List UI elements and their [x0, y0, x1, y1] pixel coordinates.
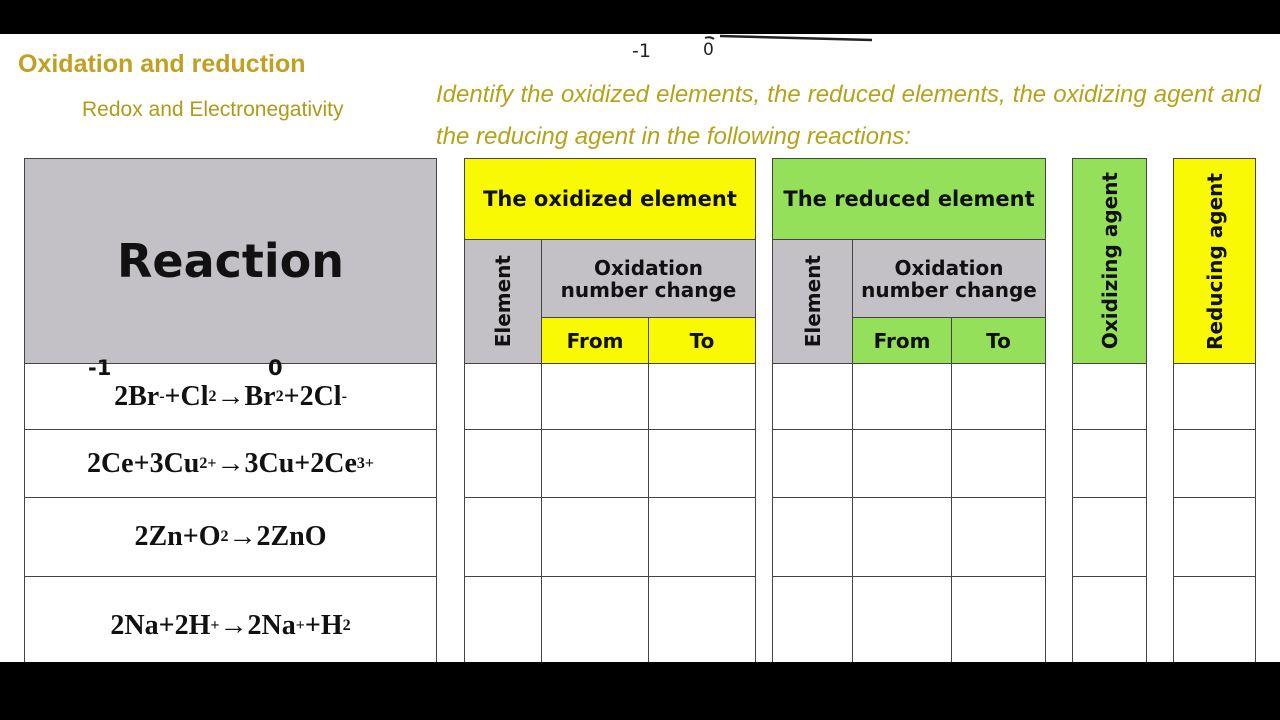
answer-cell[interactable] — [464, 576, 542, 662]
charge: + — [210, 617, 220, 634]
reaction-arrow: → — [216, 380, 245, 412]
oxidation-number-label-cl: 0 — [268, 356, 283, 380]
answer-cell[interactable] — [852, 576, 952, 662]
oxidized-ox-change-header: Oxidation number change — [541, 239, 756, 318]
answer-cell[interactable] — [852, 497, 952, 577]
reduced-element-col-header — [772, 239, 853, 364]
charge: 3+ — [356, 454, 375, 472]
answer-cell[interactable] — [648, 497, 756, 577]
answer-cell[interactable] — [1072, 576, 1147, 662]
pencil-scribble — [610, 34, 890, 54]
reduced-from-header: From — [852, 317, 952, 364]
reducing-agent-label: Reducing agent — [1202, 172, 1227, 350]
reaction-arrow: → — [219, 610, 248, 641]
product-d: 2Ce — [310, 447, 357, 479]
slide — [0, 34, 1280, 662]
product-d: 2Cl — [299, 380, 342, 412]
answer-cell[interactable] — [464, 497, 542, 577]
product-c: 2Na — [247, 610, 296, 641]
reactant-b: 3Cu — [149, 447, 200, 479]
product-c: 3Cu — [244, 447, 295, 479]
oxidized-element-header: The oxidized element — [464, 158, 756, 240]
plus-sign: + — [283, 380, 300, 412]
element-label: Element — [800, 255, 825, 348]
subscript: 2 — [208, 387, 217, 405]
oxidizing-agent-label: Oxidizing agent — [1097, 172, 1122, 350]
reduced-ox-change-header: Oxidation number change — [852, 239, 1046, 318]
reactant-b: O — [198, 521, 221, 552]
reaction-row-1 — [24, 363, 437, 430]
answer-cell[interactable] — [951, 497, 1046, 577]
charge: - — [341, 387, 347, 405]
answer-cell[interactable] — [1072, 497, 1147, 577]
answer-cell[interactable] — [772, 497, 853, 577]
subscript: 2 — [342, 617, 351, 634]
product-c: Br — [244, 380, 276, 412]
answer-cell[interactable] — [648, 363, 756, 430]
answer-cell[interactable] — [541, 497, 649, 577]
product-d: H — [320, 610, 343, 641]
reduced-to-header: To — [951, 317, 1046, 364]
answer-cell[interactable] — [772, 429, 853, 498]
reaction-header: Reaction — [24, 158, 437, 364]
answer-cell[interactable] — [852, 429, 952, 498]
charge: + — [295, 617, 305, 634]
charge: - — [159, 387, 165, 405]
oxidizing-agent-header — [1072, 158, 1147, 364]
reactant-a: 2Na — [110, 610, 159, 641]
oxidized-from-header: From — [541, 317, 649, 364]
answer-cell[interactable] — [772, 363, 853, 430]
answer-cell[interactable] — [648, 576, 756, 662]
plus-sign: + — [294, 447, 311, 479]
reactant-b: 2H — [174, 610, 211, 641]
answer-cell[interactable] — [1173, 363, 1256, 430]
page-title: Oxidation and reduction — [18, 50, 306, 78]
element-label: Element — [491, 255, 515, 348]
plus-sign: + — [158, 610, 175, 641]
answer-cell[interactable] — [1072, 429, 1147, 498]
subscript: 2 — [220, 528, 229, 545]
answer-cell[interactable] — [464, 429, 542, 498]
plus-sign: + — [133, 447, 150, 479]
answer-cell[interactable] — [1173, 497, 1256, 577]
answer-cell[interactable] — [951, 576, 1046, 662]
oxidation-number-label-br: -1 — [88, 356, 112, 380]
reactant-a: 2Br — [114, 380, 160, 412]
answer-cell[interactable] — [648, 429, 756, 498]
answer-cell[interactable] — [541, 363, 649, 430]
reaction-row-4 — [24, 576, 437, 662]
reducing-agent-header — [1173, 158, 1256, 364]
reactant-a: 2Ce — [86, 447, 134, 479]
instruction-text: Identify the oxidized elements, the reduced elements, the oxidizing agent and the reducing agent in the following reactions: — [436, 81, 1261, 150]
reactant-a: 2Zn — [134, 521, 183, 552]
reaction-row-3 — [24, 497, 437, 577]
answer-cell[interactable] — [951, 429, 1046, 498]
reactant-b: Cl — [180, 380, 209, 412]
product-c: 2ZnO — [256, 521, 327, 552]
pencil-annotation-zero: 0 — [703, 40, 714, 60]
oxidized-to-header: To — [648, 317, 756, 364]
answer-cell[interactable] — [541, 429, 649, 498]
oxidized-element-col-header — [464, 239, 542, 364]
answer-cell[interactable] — [541, 576, 649, 662]
pencil-annotation-minus-one: -1 — [632, 40, 651, 62]
answer-cell[interactable] — [1173, 429, 1256, 498]
answer-cell[interactable] — [852, 363, 952, 430]
answer-cell[interactable] — [772, 576, 853, 662]
reaction-arrow: → — [216, 447, 245, 479]
charge: 2+ — [199, 454, 217, 472]
plus-sign: + — [164, 380, 181, 412]
plus-sign: + — [182, 521, 199, 552]
reaction-row-2 — [24, 429, 437, 498]
answer-cell[interactable] — [1173, 576, 1256, 662]
reaction-arrow: → — [228, 521, 257, 552]
answer-cell[interactable] — [464, 363, 542, 430]
subscript: 2 — [275, 387, 284, 405]
reduced-element-header: The reduced element — [772, 158, 1046, 240]
answer-cell[interactable] — [951, 363, 1046, 430]
plus-sign: + — [304, 610, 321, 641]
answer-cell[interactable] — [1072, 363, 1147, 430]
page-subtitle: Redox and Electronegativity — [82, 98, 344, 121]
